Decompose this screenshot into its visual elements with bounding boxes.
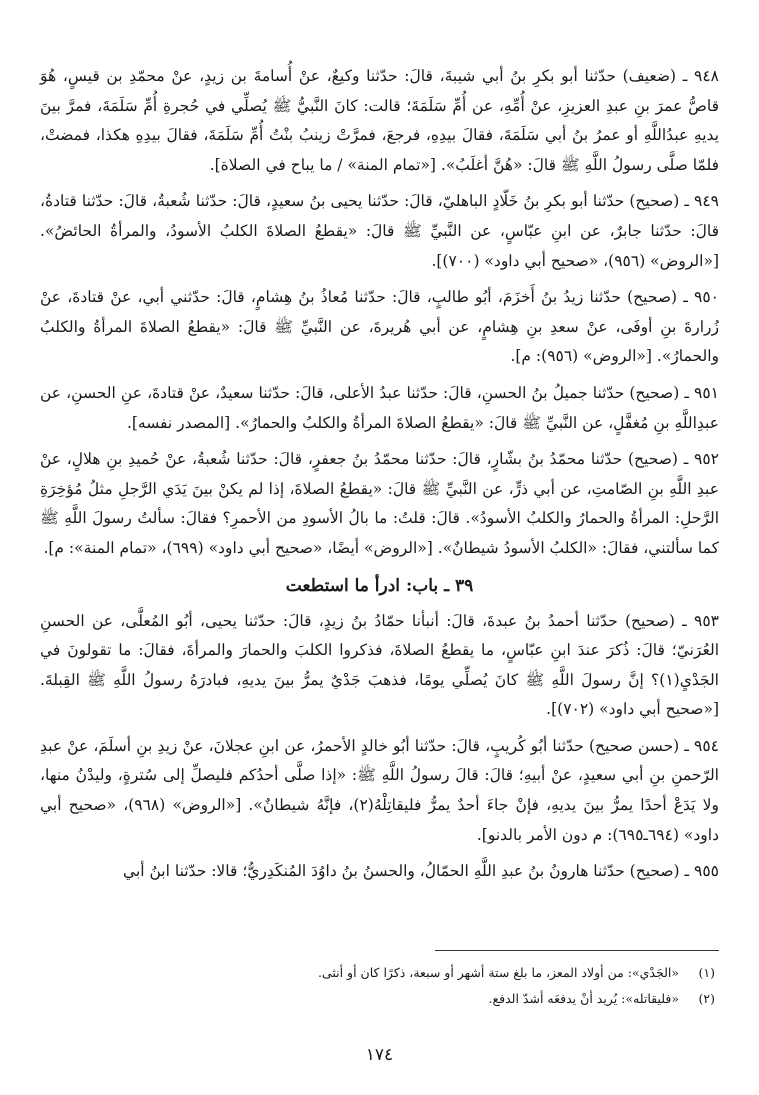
footnote-text: «الجَدْي»: من أولاد المعز، ما بلغ ستة أشهر أو سبعة، ذكرًا كان أو أنثى. [317,965,679,980]
hadith-948: ٩٤٨ ـ (ضعيف) حدّثنا أبو بكرِ بنُ أبي شيبةَ، قالَ: حدّثنا وكيعٌ، عنْ أُسامةَ بن زيدٍ، عنْ محمّدِ بن قيسٍ، هُوَ قاصُّ عمرَ بنِ عبدِ العزيزِ، عنْ أُمِّهِ، عن أُمِّ سَلَمَةَ؛ قالت: كانَ النَّبيُّ ﷺ يُصلِّي في حُجرةِ أُمِّ سَلَمَةَ، فمرَّ بينَ يديهِ عبدُاللَّهِ أو عمرُ بنُ أبي سَلَمَةَ، فقالَ بيدِهِ، فرجعَ، فمرَّتْ زينبُ بنْتُ أُمِّ سَلَمَةَ، فقالَ بيدِهِ هكذا، فمضتْ، فلمّا صلَّى رسولُ اللَّهِ ﷺ قالَ: «هُنَّ أغلَبُ». [«تمام المنة» / ما يباح في الصلاة]. [40,67,719,174]
footnote-text: «فليقاتله»: يُريد أنْ يدفعَه أشدّ الدفع. [488,991,679,1006]
hadith-951: ٩٥١ ـ (صحيح) حدّثنا جميلُ بنُ الحسنِ، قالَ: حدّثنا عبدُ الأعلى، قالَ: حدّثنا سعيدٌ، عنْ قتادةَ، عنِ الحسنِ، عن عبدِاللَّهِ بنِ مُغفَّلٍ، عن النَّبيِّ ﷺ قالَ: «يقطعُ الصلاةَ المرأةُ والكلبُ والحمارُ». [المصدر نفسه]. [40,383,719,432]
hadith-section [40,62,719,887]
footnote-divider [435,950,719,951]
hadith-953: ٩٥٣ ـ (صحيح) حدّثنا أحمدُ بنُ عبدةَ، قالَ: أنبأنا حمّادُ بنُ زيدٍ، قالَ: حدّثنا يحيى، أبُو المُعلَّى، عن الحسنِ العُرَنيّ؛ قالَ: ذُكرَ عندَ ابنِ عبّاسٍ، ما يقطعُ الصلاةَ، فذكروا الكلبَ والحمارَ والمرأةَ، فقالَ: ما تقولونَ في الجَدْيِ(١)؟ إنَّ رسولَ اللَّهِ ﷺ كانَ يُصلِّي يومًا، فذهبَ جَدْيٌ يمرُّ بينَ يديهِ، فبادرَهُ رسولُ اللَّهِ ﷺ القِبلةَ. [«صحيح أبي داود» (٧٠٢)]. [40,611,719,719]
hadith-950: ٩٥٠ ـ (صحيح) حدّثنا زيدُ بنُ أَخزَمَ، أبُو طالبٍ، قالَ: حدّثنا مُعاذُ بنُ هِشامٍ، قالَ: حدّثني أبي، عنْ قتادةَ، عنْ زُرارةَ بنِ أوفَى، عنْ سعدِ بنِ هِشامٍ، عن أبي هُريرةَ، عن النَّبيِّ ﷺ قالَ: «يقطعُ الصلاةَ المرأةُ والكلبُ والحمارُ». [«الروض» (٩٥٦): م]. [40,288,719,366]
footnote-number: (٢) [698,991,715,1006]
hadith-952: ٩٥٢ ـ (صحيح) حدّثنا محمّدُ بنُ بشّارٍ، قالَ: حدّثنا محمّدُ بنُ جعفرٍ، قالَ: حدّثنا شُعبةُ، عنْ حُميدِ بنِ هلالٍ، عنْ عبدِ اللَّهِ بنِ الصّامتِ، عن أبي ذرٍّ، عن النَّبيِّ ﷺ قالَ: «يقطعُ الصلاةَ، إذا لم يكنْ بينَ يَدَي الرَّجلِ مثلُ مُؤخِرَةِ الرَّحلِ: المرأةُ والحمارُ والكلبُ الأسودُ». قالَ: قلتُ: ما بالُ الأسودِ من الأحمرِ؟ فقالَ: سألتُ رسولَ اللَّهِ ﷺ كما سألتني، فقالَ: «الكلبُ الأسودُ شيطانٌ». [«الروض» أيضًا، «صحيح أبي داود» (٦٩٩)، «تمام المنة»: م]. [40,450,719,557]
footnote-number: (١) [698,965,715,980]
page-number: ١٧٤ [365,1045,394,1065]
hadith-954: ٩٥٤ ـ (حسن صحيح) حدّثنا أبُو كُريبٍ، قالَ: حدّثنا أبُو خالدٍ الأحمرُ، عن ابنِ عجلانَ، عنْ زيدِ بنِ أسلَمَ، عنْ عبدِ الرّحمنِ بنِ أبي سعيدٍ، عنْ أبيهِ؛ قالَ: قالَ رسولُ اللَّهِ ﷺ: «إذا صلَّى أحدُكم فليصلِّ إلى سُترةٍ، وليدْنُ منها، ولا يَدَعْ أحدًا يمرُّ بينَ يديهِ، فإنْ جاءَ أحدٌ يمرُّ فليقاتِلْهُ(٢)، فإنَّهُ شيطانٌ». [«الروض» (٩٦٨)، «صحيح أبي داود» (٦٩٤ـ٦٩٥): م دون الأمر بالدنو]. [40,736,719,844]
hadith-949: ٩٤٩ ـ (صحيح) حدّثنا أبو بكرِ بنُ خَلّادٍ الباهليّ، قالَ: حدّثنا يحيى بنُ سعيدٍ، قالَ: حدّثنا شُعبةُ، قالَ: حدّثنا قتادةُ، قالَ: حدّثنا جابرٌ، عن ابنِ عبّاسٍ، عن النَّبيِّ ﷺ قالَ: «يقطعُ الصلاةَ الكلبُ الأسودُ، والمرأةُ الحائضُ». [«الروض» (٩٥٦)، «صحيح أبي داود» (٧٠٠)]. [40,192,719,270]
footnote-2 [40,986,715,1012]
chapter-title: ٣٩ ـ باب: ادرأ ما استطعت [285,575,474,596]
hadith-955: ٩٥٥ ـ (صحيح) حدّثنا هارونُ بنُ عبدِ اللَّهِ الحمّالُ، والحسنُ بنُ داوُدَ المُنكَدِريُّ؛ قالا: حدّثنا ابنُ أبي [123,862,719,881]
footnote-1 [40,960,715,986]
footnotes [40,960,715,1012]
